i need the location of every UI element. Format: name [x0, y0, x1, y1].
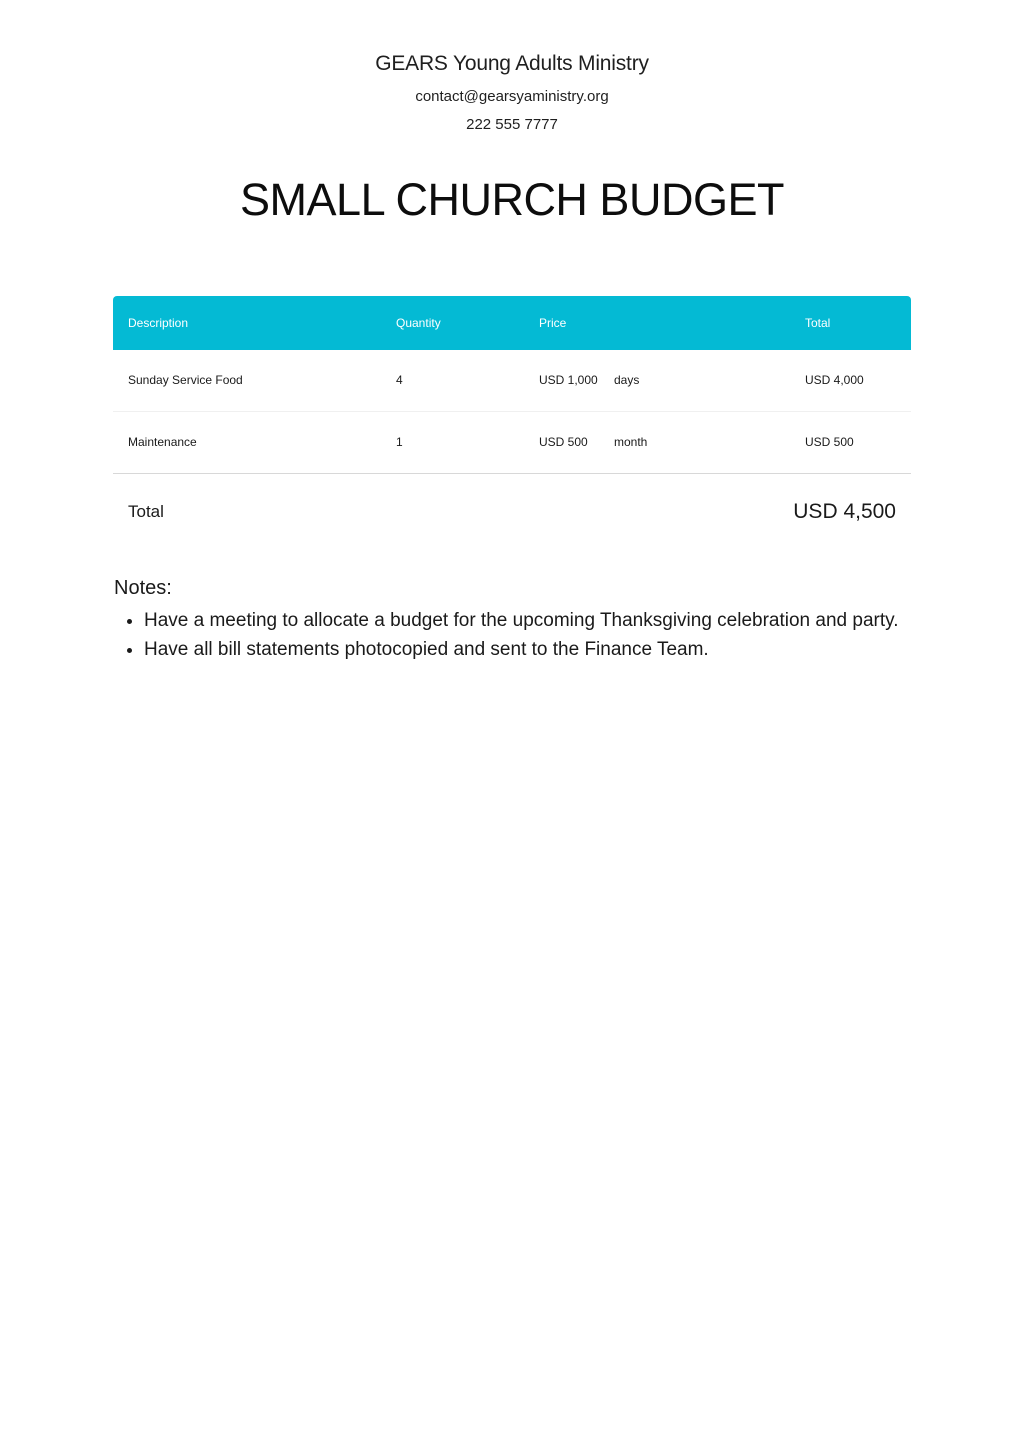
row-quantity: 4 [396, 373, 403, 387]
grand-total-row [113, 474, 911, 552]
table-row [113, 350, 911, 412]
header-quantity: Quantity [396, 316, 441, 330]
row-price: USD 1,000 [539, 373, 598, 387]
note-item: • Have all bill statements photocopied and sent to the Finance Team. [144, 635, 934, 664]
notes-title: Notes: [114, 577, 172, 599]
organization-email: contact@gearsyaministry.org [415, 88, 609, 105]
header-price: Price [539, 316, 567, 330]
row-total: USD 4,000 [805, 373, 864, 387]
header-description: Description [128, 316, 189, 330]
table-row [113, 412, 911, 474]
note-item: • Have a meeting to allocate a budget for the upcoming Thanksgiving celebration and party. [144, 606, 934, 635]
grand-total-value: USD 4,500 [793, 500, 896, 523]
notes-list [114, 606, 934, 664]
organization-name: GEARS Young Adults Ministry [375, 52, 649, 75]
table-header [113, 296, 911, 350]
row-price: USD 500 [539, 435, 588, 449]
row-total: USD 500 [805, 435, 854, 449]
row-unit: month [614, 435, 648, 449]
row-description: Sunday Service Food [128, 373, 243, 387]
row-unit: days [614, 373, 640, 387]
row-quantity: 1 [396, 435, 403, 449]
grand-total-label: Total [128, 502, 164, 521]
document-title: SMALL CHURCH BUDGET [240, 174, 784, 225]
header-total: Total [805, 316, 831, 330]
row-description: Maintenance [128, 435, 197, 449]
organization-phone: 222 555 7777 [466, 116, 558, 133]
budget-table [113, 296, 911, 552]
